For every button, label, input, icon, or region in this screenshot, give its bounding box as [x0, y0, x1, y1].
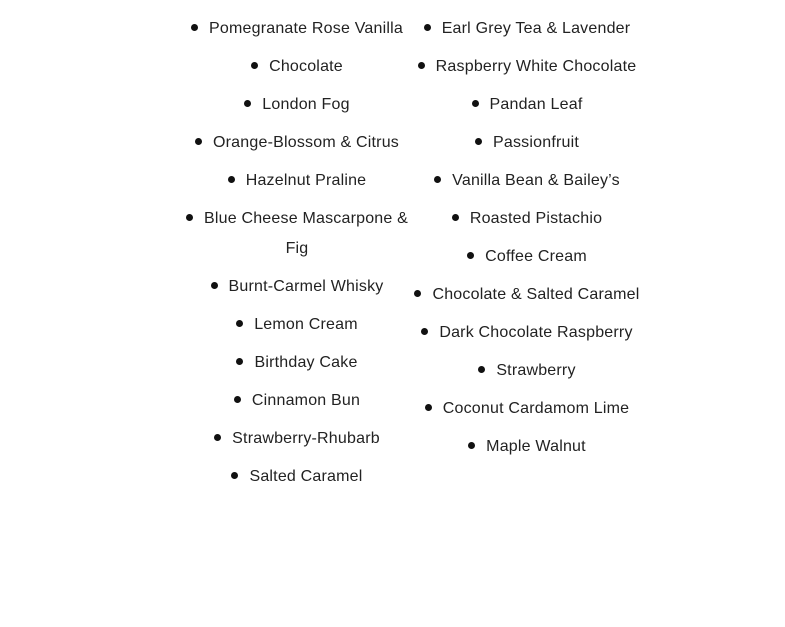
- list-item: [412, 356, 642, 386]
- list-item: [182, 204, 412, 264]
- list-item: [182, 14, 412, 44]
- bullet-icon: [231, 472, 238, 479]
- list-item: [412, 14, 642, 44]
- list-item: [182, 90, 412, 120]
- bullet-icon: [424, 24, 431, 31]
- bullet-icon: [418, 62, 425, 69]
- flavor-label: Dark Chocolate Raspberry: [439, 324, 633, 341]
- list-item: [182, 52, 412, 82]
- flavor-label: Passionfruit: [493, 134, 579, 151]
- flavor-label: Blue Cheese Mascarpone & Fig: [203, 210, 409, 257]
- flavor-label: Roasted Pistachio: [469, 210, 603, 227]
- flavor-label: Chocolate: [269, 58, 343, 75]
- flavor-label: Burnt-Carmel Whisky: [228, 278, 384, 295]
- bullet-icon: [186, 214, 193, 221]
- flavor-label: London Fog: [262, 96, 350, 113]
- list-item: [182, 348, 412, 378]
- list-item: [182, 424, 412, 454]
- bullet-icon: [228, 176, 235, 183]
- bullet-icon: [244, 100, 251, 107]
- list-item: [412, 318, 642, 348]
- bullet-icon: [236, 358, 243, 365]
- list-item: [182, 462, 412, 492]
- list-item: [182, 166, 412, 196]
- bullet-icon: [195, 138, 202, 145]
- flavor-label: Coconut Cardamom Lime: [442, 400, 630, 417]
- flavor-label: Coffee Cream: [485, 248, 587, 265]
- bullet-icon: [251, 62, 258, 69]
- list-item: [182, 272, 412, 302]
- list-item: [412, 394, 642, 424]
- flavor-label: Birthday Cake: [254, 354, 358, 371]
- bullet-icon: [414, 290, 421, 297]
- flavor-label: Hazelnut Praline: [245, 172, 367, 189]
- bullet-icon: [472, 100, 479, 107]
- bullet-icon: [475, 138, 482, 145]
- flavor-list-left: [182, 14, 412, 500]
- list-item: [412, 242, 642, 272]
- list-item: [412, 204, 642, 234]
- bullet-icon: [234, 396, 241, 403]
- flavor-label: Raspberry White Chocolate: [435, 58, 637, 75]
- bullet-icon: [214, 434, 221, 441]
- flavor-label: Pomegranate Rose Vanilla: [209, 20, 403, 37]
- flavor-label: Strawberry: [496, 362, 576, 379]
- list-item: [412, 90, 642, 120]
- list-item: [182, 386, 412, 416]
- list-item: [412, 52, 642, 82]
- list-item: [412, 432, 642, 462]
- bullet-icon: [434, 176, 441, 183]
- flavor-label: Earl Grey Tea & Lavender: [441, 20, 631, 37]
- flavor-label: Maple Walnut: [486, 438, 586, 455]
- flavor-label: Pandan Leaf: [489, 96, 583, 113]
- bullet-icon: [421, 328, 428, 335]
- list-item: [182, 128, 412, 158]
- list-item: [412, 128, 642, 158]
- flavor-label: Orange-Blossom & Citrus: [213, 134, 399, 151]
- bullet-icon: [452, 214, 459, 221]
- bullet-icon: [236, 320, 243, 327]
- list-item: [412, 166, 642, 196]
- list-item: [182, 310, 412, 340]
- list-item: [412, 280, 642, 310]
- flavor-label: Strawberry-Rhubarb: [232, 430, 380, 447]
- flavor-label: Vanilla Bean & Bailey’s: [452, 172, 620, 189]
- bullet-icon: [425, 404, 432, 411]
- flavor-label: Cinnamon Bun: [251, 392, 361, 409]
- flavor-label: Salted Caramel: [249, 468, 363, 485]
- flavor-label: Chocolate & Salted Caramel: [432, 286, 640, 303]
- flavor-list-right: [412, 14, 642, 470]
- flavor-label: Lemon Cream: [254, 316, 358, 333]
- bullet-icon: [468, 442, 475, 449]
- bullet-icon: [478, 366, 485, 373]
- bullet-icon: [191, 24, 198, 31]
- bullet-icon: [211, 282, 218, 289]
- bullet-icon: [467, 252, 474, 259]
